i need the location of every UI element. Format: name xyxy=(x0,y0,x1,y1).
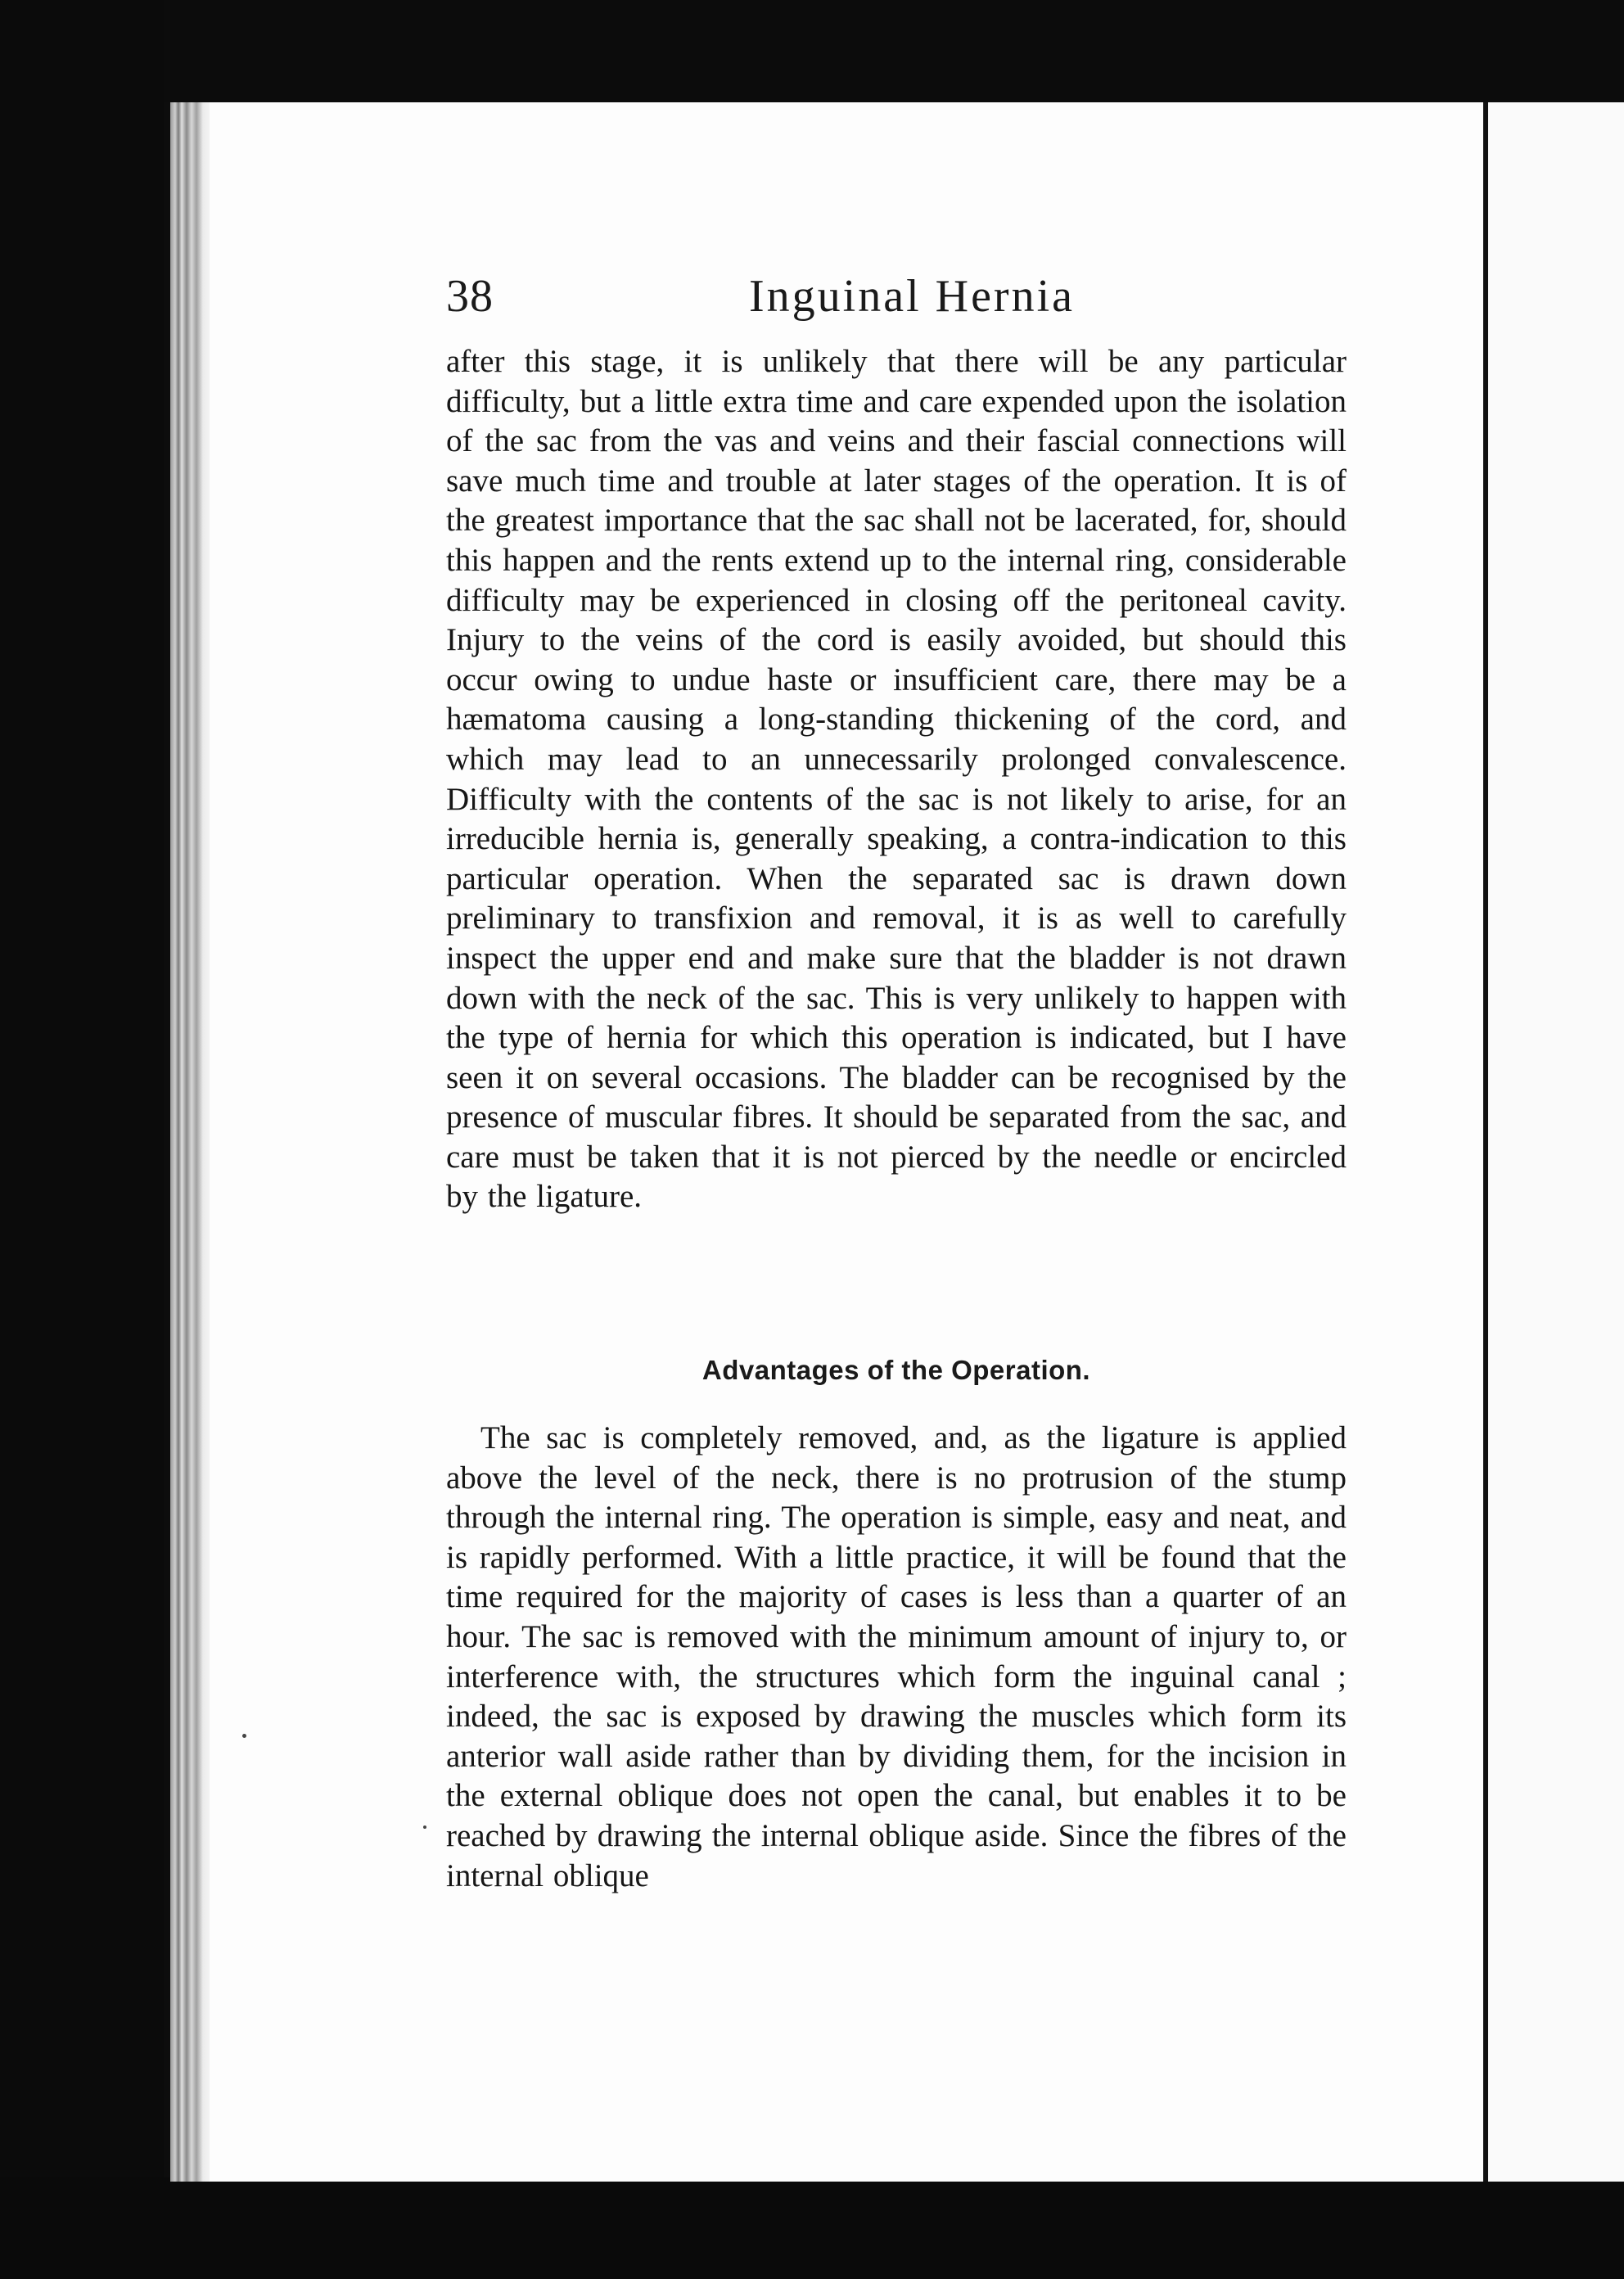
running-title: Inguinal Hernia xyxy=(749,271,1075,322)
facing-page xyxy=(1488,102,1624,2182)
scan-speck xyxy=(242,1734,246,1738)
book-page-edges xyxy=(170,102,211,2182)
body-paragraph-2 xyxy=(446,1419,1347,1896)
body-paragraph-1 xyxy=(446,342,1347,1217)
scan-background-left xyxy=(0,0,164,2279)
paragraph-text: after this stage, it is unlikely that there will be any particular difficulty, but a little extra time and care expended upon the isolation of the sac from the vas and veins and their fascial connections will save much time and trouble at later stages of the operation. It is of the greatest importance that the sac shall not be lacerated, for, should this happen and the rents extend up to the internal ring, considerable difficulty may be experienced in closing off the peritoneal cavity. Injury to the veins of the cord is easily avoided, but should this occur owing to undue haste or insufficient care, there may be a hæmatoma causing a long-standing thickening of the cord, and which may lead to an unnecessarily prolonged convalescence. Difficulty with the contents of the sac is not likely to arise, for an irreducible hernia is, generally speaking, a contra-indication to this particular operation. When the separated sac is drawn down preliminary to transfixion and removal, it is as well to carefully inspect the upper end and make sure that the bladder is not drawn down with the neck of the sac. This is very unlikely to happen with the type of hernia for which this operation is indicated, but I have seen it on several occasions. The bladder can be recognised by the presence of muscular fibres. It should be separated from the sac, and care must be taken that it is not pierced by the needle or encircled by the ligature. xyxy=(446,344,1347,1215)
running-head xyxy=(446,270,1347,336)
scan-speck xyxy=(423,1825,426,1829)
page-number: 38 xyxy=(446,271,494,322)
paragraph-text: The sac is completely removed, and, as the ligature is applied above the level of the neck, there is no protrusion of the stump through the internal ring. The operation is simple, easy and neat, and is rapidly performed. With a little practice, it will be found that the time required for the majority of cases is less than a quarter of an hour. The sac is removed with the minimum amount of injury to, or interference with, the structures which form the inguinal canal ; indeed, the sac is exposed by drawing the muscles which form its anterior wall aside rather than by dividing them, for the incision in the external oblique does not open the canal, but enables it to be reached by drawing the internal oblique aside. Since the fibres of the internal oblique xyxy=(446,1420,1347,1893)
scan-background-bottom xyxy=(0,2177,1624,2279)
scan-background-top xyxy=(0,0,1624,102)
section-heading: Advantages of the Operation. xyxy=(701,1355,1091,1385)
